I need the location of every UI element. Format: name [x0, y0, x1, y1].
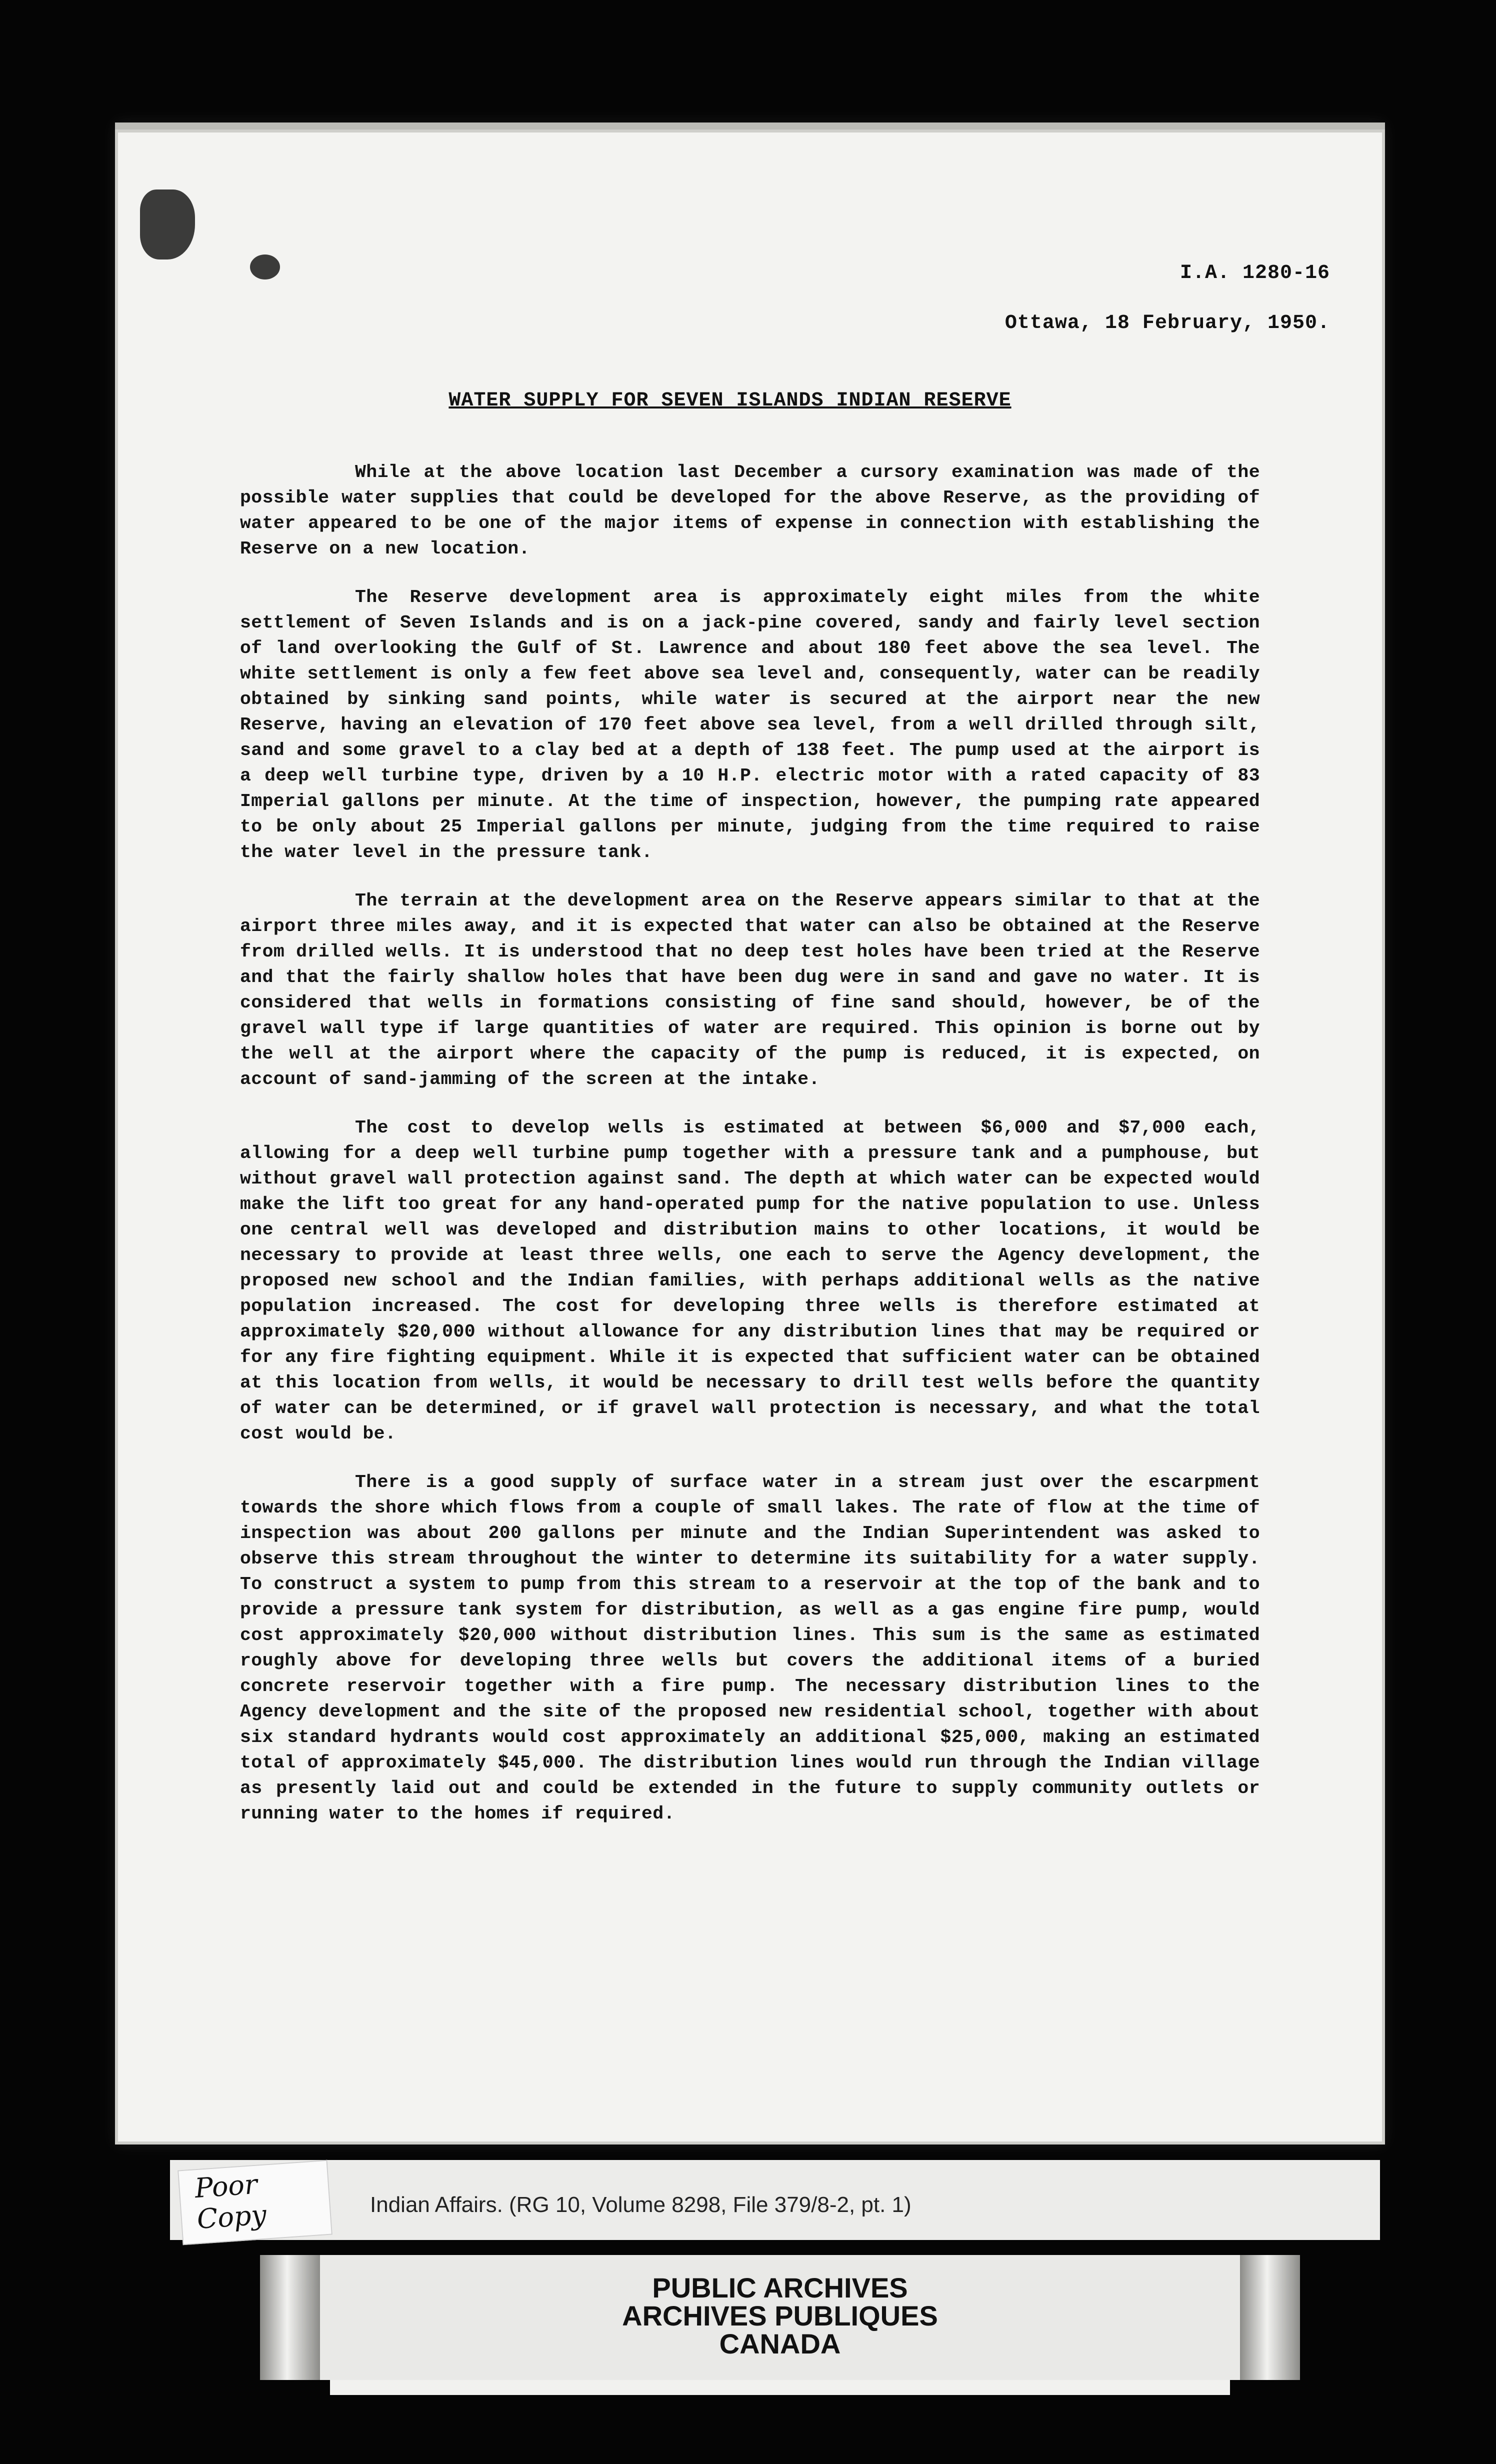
document-title: WATER SUPPLY FOR SEVEN ISLANDS INDIAN RESERVE [448, 390, 1012, 412]
paragraph: While at the above location last December a cursory examination was made of the possible water supplies that could be developed for the above Reserve, as the providing of water appeared to be one of the major items of expense in connection with establishing the Reserve on a new location. [240, 462, 1260, 559]
document-page [115, 122, 1385, 2144]
document-body [240, 460, 1260, 1850]
ink-blot [250, 254, 280, 280]
archives-stamp-text [260, 2274, 1300, 2358]
film-bottom-strip [330, 2380, 1230, 2395]
handwritten-note-line: Poor [194, 2168, 258, 2204]
document-reference-number: I.A. 1280-16 [1180, 262, 1330, 284]
paragraph: The terrain at the development area on the Reserve appears similar to that at the airport three miles away, and it is expected that water can also be obtained at the Reserve from drilled wells. It is understood that no deep test holes have been tried at the Reserve and that the fairly shallow holes that have been dug were in sand and gave no water. It is considered that wells in formations consisting of fine sand should, however, be of the gravel wall type if large quantities of water are required. This opinion is borne out by the well at the airport where the capacity of the pump is reduced, it is expected, on account of sand-jamming of the screen at the intake. [240, 890, 1260, 1090]
archives-line-english: PUBLIC ARCHIVES [652, 2272, 908, 2304]
public-archives-stamp [260, 2255, 1300, 2380]
document-date: Ottawa, 18 February, 1950. [1004, 312, 1330, 334]
archives-line-country: CANADA [719, 2328, 841, 2360]
ink-blot [140, 190, 195, 260]
handwritten-poor-copy-note [178, 2160, 332, 2246]
paragraph: The Reserve development area is approximately eight miles from the white settlement of Seven Islands and is on a jack-pine covered, sandy and fairly level section of land overlooking the Gulf of St. Lawrence and about 180 feet above the sea level. The white settlement is only a few feet above sea level and, consequently, water can be readily obtained by sinking sand points, while water is secured at the airport near the new Reserve, having an elevation of 170 feet above sea level, from a well drilled through silt, sand and some gravel to a clay bed at a depth of 138 feet. The pump used at the airport is a deep well turbine type, driven by a 10 H.P. electric motor with a rated capacity of 83 Imperial gallons per minute. At the time of inspection, however, the pumping rate appeared to be only about 25 Imperial gallons per minute, judging from the time required to raise the water level in the pressure tank. [240, 587, 1260, 862]
archives-line-french: ARCHIVES PUBLIQUES [622, 2300, 938, 2332]
archival-citation: Indian Affairs. (RG 10, Volume 8298, File 379/8-2, pt. 1) [370, 2192, 912, 2217]
paragraph: There is a good supply of surface water in a stream just over the escarpment towards the shore which flows from a couple of small lakes. The rate of flow at the time of inspection was about 200 gallons per minute and the Indian Superintendent was asked to observe this stream throughout the winter to determine its suitability for a water supply. To construct a system to pump from this stream to a reservoir at the top of the bank and to provide a pressure tank system for distribution, as well as a gas engine fire pump, would cost approximately $20,000 without distribution lines. This sum is the same as estimated roughly above for developing three wells but covers the additional items of a buried concrete reservoir together with a fire pump. The necessary distribution lines to the Agency development and the site of the proposed new residential school, together with about six standard hydrants would cost approximately an additional $25,000, making an estimated total of approximately $45,000. The distribution lines would run through the Indian village as presently laid out and could be extended in the future to supply community outlets or running water to the homes if required. [240, 1472, 1260, 1824]
paragraph: The cost to develop wells is estimated at between $6,000 and $7,000 each, allowing for a deep well turbine pump together with a pressure tank and a pumphouse, but without gravel wall protection against sand. The depth at which water can be expected would make the lift too great for any hand-operated pump for the native population to use. Unless one central well was developed and distribution mains to other locations, it would be necessary to provide at least three wells, one each to serve the Agency development, the proposed new school and the Indian families, with perhaps additional wells as the native population increased. The cost for developing three wells is therefore estimated at approximately $20,000 without allowance for any distribution lines that may be required or for any fire fighting equipment. While it is expected that sufficient water can be obtained at this location from wells, it would be necessary to drill test wells before the quantity of water can be determined, or if gravel wall protection is necessary, and what the total cost would be. [240, 1118, 1260, 1444]
handwritten-note-line: Copy [196, 2198, 268, 2236]
